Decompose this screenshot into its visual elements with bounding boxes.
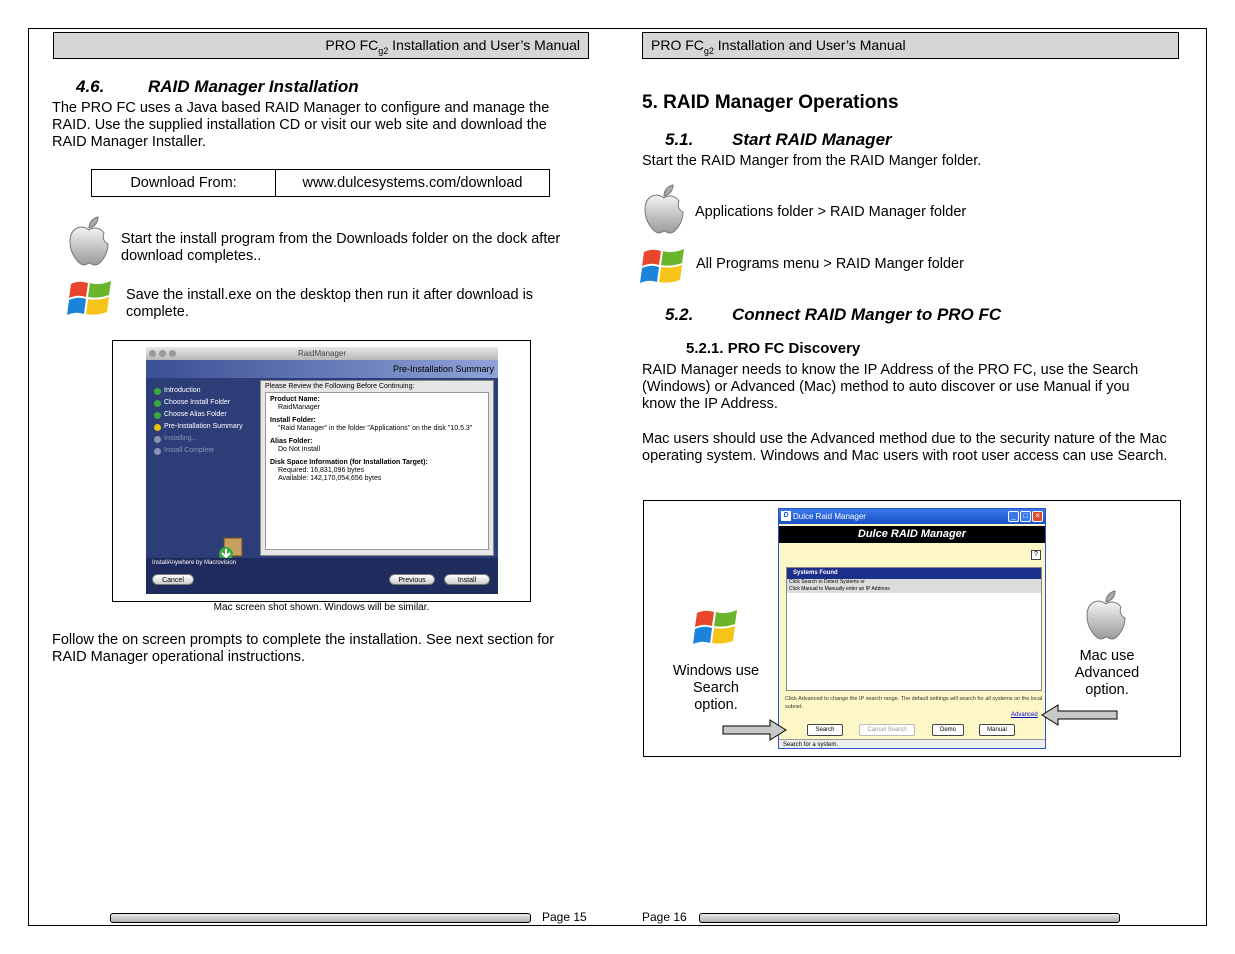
advanced-note: Click Advanced to change the IP search range. The default settings will search for all systems on the local subnet. [785,696,1043,710]
app-banner: Dulce RAID Manager [779,526,1045,543]
summary-content[interactable]: Product Name: RaidManager Install Folder: "Raid Manager" in the folder "Applications" on the disk "10.5.3" Alias Folder: Do Not Install Disk Space Information (for Installation Target): Required: 16,831,096 bytes Available: 142,170,054,656 bytes [265,392,489,550]
installer-steps [154,385,243,457]
advanced-link[interactable]: Advanced [1011,712,1038,718]
apple-icon [1085,588,1127,640]
screenshot-caption: Mac screen shot shown. Windows will be similar. [213,602,430,613]
close-dot[interactable] [149,350,156,357]
summary-panel: Please Review the Following Before Continuing: Product Name: RaidManager Install Folder: "Raid Manager" in the folder "Applications" on the disk "10.5.3" Alias Folder: Do Not Install Disk Space Information (for Installation Target): Required: 16,831,096 bytes Available: 142,170,054,656 bytes [260,380,494,556]
zoom-dot[interactable] [169,350,176,357]
windows-icon [67,278,113,320]
page-number-16: Page 16 [642,910,687,924]
discovery-paragraph-2: Mac users should use the Advanced method due to the security nature of the Mac operating system. Windows and Mac users with root user access can use Search. [642,431,1168,464]
section-5-2-1-heading: 5.2.1. PRO FC Discovery [686,340,861,357]
list-item[interactable]: Click Search to Detect Systems or [787,579,1041,586]
installer-titlebar: RaidManager [146,347,498,360]
step-item: Pre-Installation Summary [154,421,243,433]
windows-install-note: Save the install.exe on the desktop then run it after download is complete. [126,287,534,320]
step-item: Introduction [154,385,243,397]
manual-button[interactable]: Manual [979,724,1015,736]
windows-icon [640,246,686,288]
status-bar: Search for a system. [779,739,1045,749]
mac-installer-screenshot [146,347,498,594]
follow-paragraph: Follow the on screen prompts to complete the installation. See next section for RAID Manager operational instructions. [52,632,555,665]
close-icon[interactable]: ✕ [1032,511,1043,522]
systems-found-list[interactable] [786,567,1042,691]
section-4-6-heading: 4.6. RAID Manager Installation [76,77,359,96]
installer-footer: InstallAnywhere by Macrovision Cancel Previous Install [146,558,498,594]
right-header: PRO $FC_{g2}$ Installation and User’s Manual [642,32,1179,59]
mac-caption: Mac use Advanced option. [1074,648,1140,698]
apple-icon [643,182,685,234]
install-button[interactable]: Install [444,574,490,585]
installer-subtitle: Pre-Installation Summary [146,360,498,378]
dulce-raid-manager-screenshot [778,508,1046,749]
download-label: Download From: [92,170,276,196]
windows-path-text: All Programs menu > RAID Manger folder [696,256,964,272]
step-item: Install Complete [154,445,243,457]
maximize-icon[interactable]: □ [1020,511,1031,522]
left-footer-bar [110,913,531,923]
cancel-search-button[interactable]: Cancel Search [859,724,915,736]
right-footer-bar [699,913,1120,923]
step-item: Choose Alias Folder [154,409,243,421]
chapter-5-heading: 5. RAID Manager Operations [642,92,899,113]
previous-button[interactable]: Previous [389,574,435,585]
step-item: Choose Install Folder [154,397,243,409]
help-icon[interactable]: ? [1031,550,1041,560]
arrow-right-icon [722,718,788,742]
mac-path-text: Applications folder > RAID Manager folder [695,204,967,220]
windows-caption: Windows use Search option. [672,663,760,713]
search-button[interactable]: Search [807,724,843,736]
download-url[interactable]: www.dulcesystems.com/download [302,175,523,191]
demo-button[interactable]: Demo [932,724,964,736]
section-5-1-text: Start the RAID Manger from the RAID Manger folder. [642,153,982,169]
minimize-dot[interactable] [159,350,166,357]
download-table [91,169,550,197]
app-icon: D [781,511,791,521]
apple-icon [68,214,110,266]
discovery-paragraph-1: RAID Manager needs to know the IP Address of the PRO FC, use the Search (Windows) or Advanced (Mac) method to auto discover or use Manual if you know the IP Address. [642,362,1139,412]
window-titlebar: D Dulce Raid Manager _ □ ✕ [779,509,1045,524]
minimize-icon[interactable]: _ [1008,511,1019,522]
step-item: Installing... [154,433,243,445]
cancel-button[interactable]: Cancel [152,574,194,585]
left-header: PRO $FC_{g2}$ Installation and User’s Manual [53,32,589,59]
list-item[interactable]: Click Manual to Manually enter an IP Address [787,586,1041,593]
intro-paragraph: The PRO FC uses a Java based RAID Manager to configure and manage the RAID. Use the supplied installation CD or visit our web site and download the RAID Manager Installer. [52,100,550,150]
page-number-15: Page 15 [542,910,587,924]
windows-icon [693,607,739,649]
arrow-left-icon [1040,703,1118,727]
mac-install-note: Start the install program from the Downloads folder on the dock after download completes.. [121,231,561,264]
list-header: Systems Found [787,568,1041,579]
section-5-1-heading: 5.1. Start RAID Manager [665,130,892,149]
section-5-2-heading: 5.2. Connect RAID Manger to PRO FC [665,305,1002,324]
